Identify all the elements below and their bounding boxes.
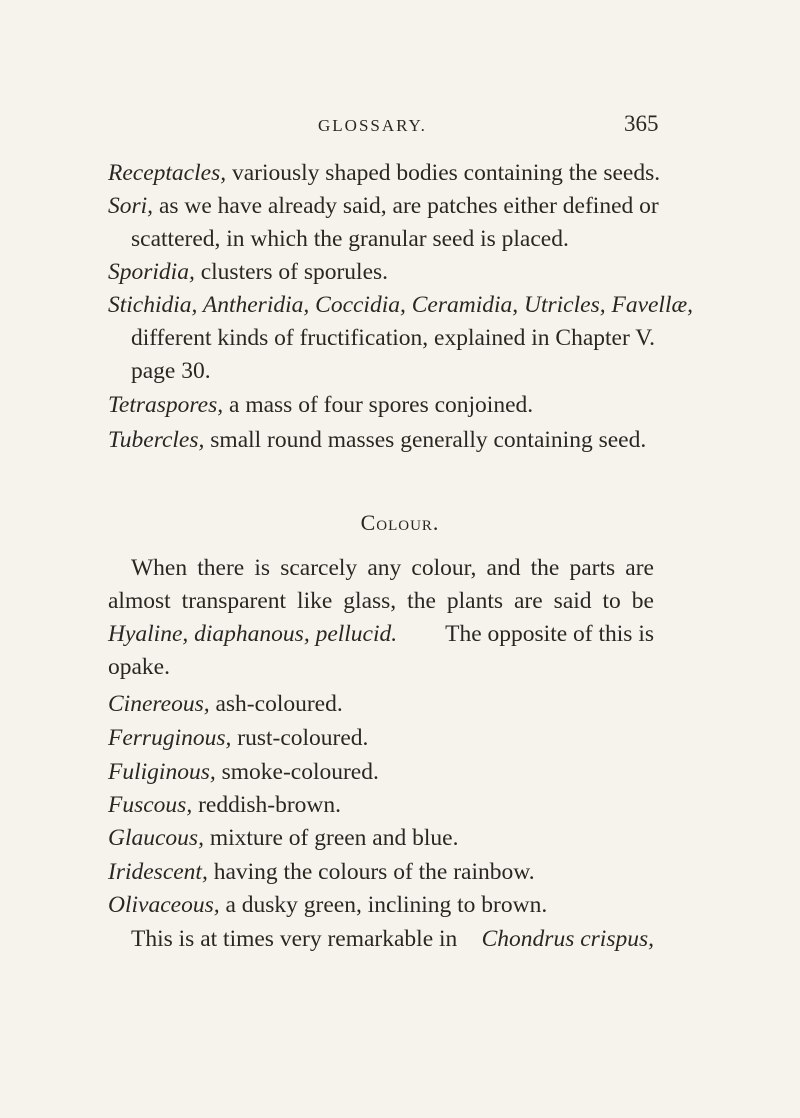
colour-entry bbox=[108, 757, 379, 787]
colour-term: Ferruginous, bbox=[108, 725, 232, 751]
colour-term: Olivaceous, bbox=[108, 892, 220, 918]
entry-sori bbox=[108, 191, 659, 221]
colour-entry bbox=[108, 823, 458, 853]
entry-definition: different kinds of fructification, explained in Chapter V. bbox=[131, 325, 656, 351]
colour-definition: ash-coloured. bbox=[209, 691, 343, 717]
colour-definition: reddish-brown. bbox=[192, 792, 342, 818]
page-number: 365 bbox=[624, 111, 659, 136]
paragraph-line: almost transparent like glass, the plants are said to be bbox=[108, 588, 654, 614]
colour-term: Glaucous, bbox=[108, 825, 204, 851]
entry-tubercles bbox=[108, 425, 646, 455]
paragraph-line: opake. bbox=[108, 654, 170, 680]
entry-definition: clusters of sporules. bbox=[194, 259, 389, 285]
paragraph-line: When there is scarcely any colour, and the parts are bbox=[131, 555, 654, 581]
entry-stichidia bbox=[108, 290, 693, 320]
entry-term: Sori, bbox=[108, 193, 154, 219]
last-line bbox=[131, 924, 654, 954]
entry-term: Receptacles, bbox=[108, 160, 227, 186]
colour-definition: rust-coloured. bbox=[231, 725, 369, 751]
entry-term: Tetraspores, bbox=[108, 392, 224, 418]
colour-entry bbox=[108, 857, 535, 887]
entry-definition: as we have already said, are patches either defined or bbox=[153, 193, 659, 219]
entry-tetraspores bbox=[108, 390, 533, 420]
colour-definition: smoke-coloured. bbox=[215, 759, 379, 785]
entry-definition: page 30. bbox=[131, 358, 211, 384]
colour-entry bbox=[108, 790, 341, 820]
last-line-text: This is at times very remarkable in bbox=[131, 926, 458, 952]
colour-entry bbox=[108, 689, 343, 719]
colour-entry bbox=[108, 890, 547, 920]
paragraph-line bbox=[108, 619, 654, 649]
entry-term: Sporidia, bbox=[108, 259, 195, 285]
paragraph-term: Hyaline, diaphanous, pellucid. bbox=[108, 621, 398, 647]
colour-definition: mixture of green and blue. bbox=[203, 825, 459, 851]
entry-receptacles bbox=[108, 158, 660, 188]
entry-stichidia-definition bbox=[131, 323, 655, 353]
colour-term: Iridescent, bbox=[108, 859, 208, 885]
colour-definition: having the colours of the rainbow. bbox=[207, 859, 535, 885]
entry-sporidia bbox=[108, 257, 388, 287]
entry-definition: scattered, in which the granular seed is placed. bbox=[131, 226, 569, 252]
entry-definition: small round masses generally containing seed. bbox=[204, 427, 647, 453]
colour-entry bbox=[108, 723, 368, 753]
running-head: GLOSSARY. bbox=[318, 116, 427, 135]
colour-definition: a dusky green, inclining to brown. bbox=[219, 892, 548, 918]
section-heading: Colour. bbox=[360, 510, 440, 535]
colour-term: Fuliginous, bbox=[108, 759, 216, 785]
last-line-term: Chondrus crispus, bbox=[481, 926, 654, 952]
entry-term: Tubercles, bbox=[108, 427, 205, 453]
entry-definition: a mass of four spores conjoined. bbox=[223, 392, 534, 418]
colour-term: Fuscous, bbox=[108, 792, 193, 818]
entry-stichidia-page bbox=[131, 356, 211, 386]
entry-definition: variously shaped bodies containing the seeds. bbox=[226, 160, 661, 186]
colour-term: Cinereous, bbox=[108, 691, 210, 717]
paragraph-text: The opposite of this is bbox=[445, 621, 654, 647]
entry-term: Stichidia, Antheridia, Coccidia, Ceramidia, Utricles, Favellæ, bbox=[108, 292, 694, 318]
entry-sori-continued bbox=[131, 224, 569, 254]
